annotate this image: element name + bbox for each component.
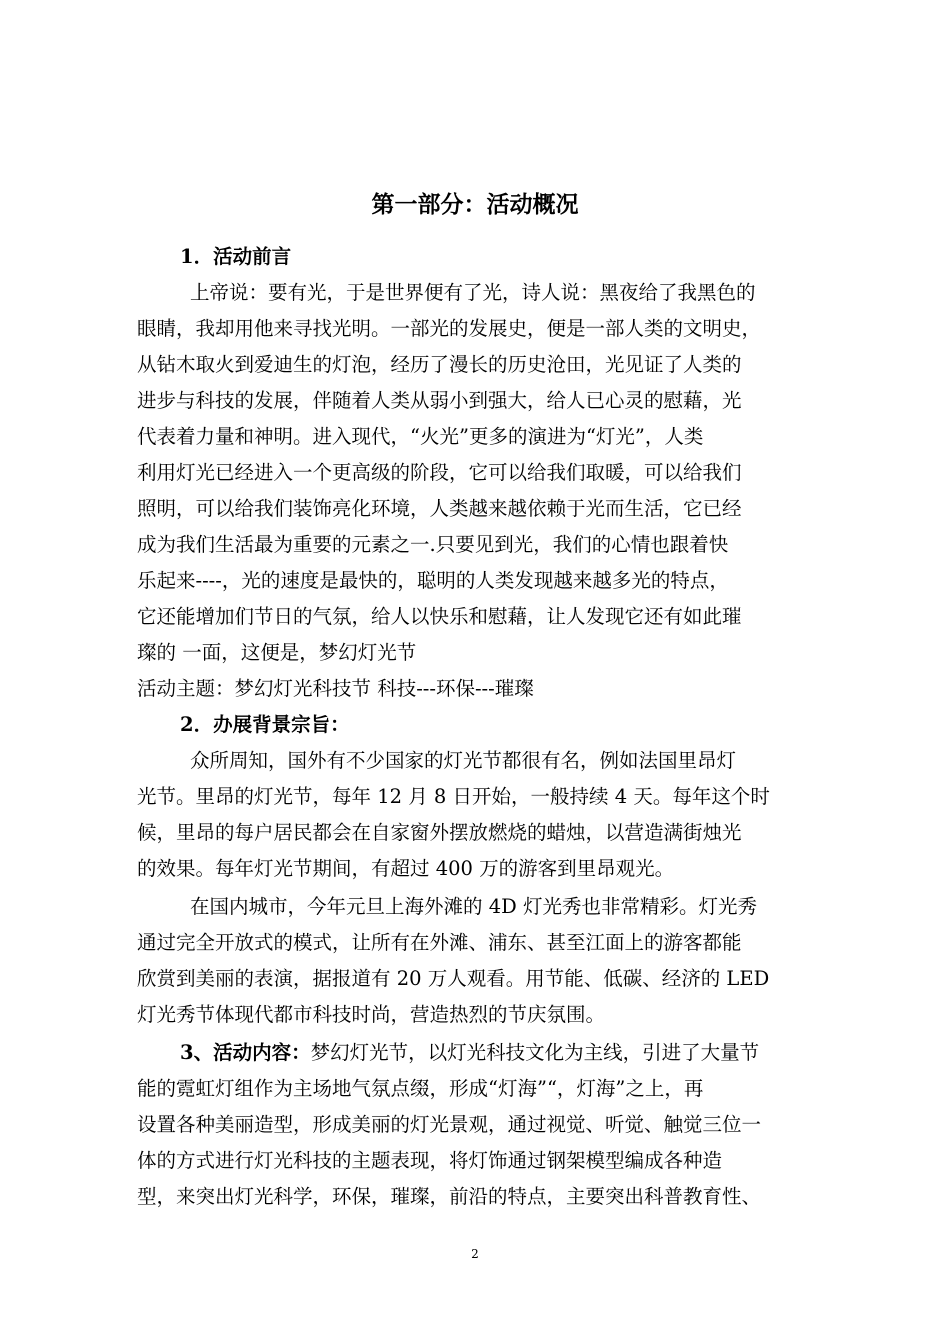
paragraph-line: 型，来突出灯光科学，环保，璀璨，前沿的特点，主要突出科普教育性、 (137, 1185, 762, 1208)
paragraph-line: 灯光秀节体现代都市科技时尚，营造热烈的节庆氛围。 (137, 1003, 606, 1026)
paragraph-line: 体的方式进行灯光科技的主题表现，将灯饰通过钢架模型编成各种造 (137, 1149, 723, 1172)
paragraph-line: 璨的 一面，这便是，梦幻灯光节 (137, 641, 417, 664)
paragraph-line: 进步与科技的发展，伴随着人类从弱小到强大，给人已心灵的慰藉，光 (137, 389, 742, 412)
paragraph-line: 光节。里昂的灯光节，每年 12 月 8 日开始，一般持续 4 天。每年这个时 (137, 785, 770, 808)
paragraph-line: 它还能增加们节日的气氛，给人以快乐和慰藉，让人发现它还有如此璀 (137, 605, 742, 628)
paragraph-line: 在国内城市，今年元旦上海外滩的 4D 灯光秀也非常精彩。灯光秀 (190, 895, 757, 918)
section2-heading: 2．办展背景宗旨： (180, 713, 350, 736)
paragraph-line: 通过完全开放式的模式，让所有在外滩、浦东、甚至江面上的游客都能 (137, 931, 742, 954)
paragraph-line: 欣赏到美丽的表演，据报道有 20 万人观看。用节能、低碳、经济的 LED (137, 967, 770, 990)
section3-first-line (180, 1038, 860, 1068)
paragraph-line: 眼睛，我却用他来寻找光明。一部光的发展史，便是一部人类的文明史， (137, 317, 762, 340)
paragraph-line: 照明，可以给我们装饰亮化环境，人类越来越依赖于光而生活，它已经 (137, 497, 742, 520)
section3-first-line-text: 梦幻灯光节，以灯光科技文化为主线，引进了大量节 (310, 1041, 760, 1064)
paragraph-line: 利用灯光已经进入一个更高级的阶段，它可以给我们取暖，可以给我们 (137, 461, 742, 484)
paragraph-line: 候，里昂的每户居民都会在自家窗外摆放燃烧的蜡烛，以营造满街烛光 (137, 821, 742, 844)
section1-heading: 1．活动前言 (180, 245, 292, 268)
paragraph-line: 众所周知，国外有不少国家的灯光节都很有名，例如法国里昂灯 (190, 749, 737, 772)
page-title: 第一部分：活动概况 (371, 191, 579, 218)
paragraph-line: 乐起来----，光的速度是最快的，聪明的人类发现越来越多光的特点， (137, 569, 729, 592)
paragraph-line: 能的霓虹灯组作为主场地气氛点缀，形成“灯海”“，灯海”之上，再 (137, 1077, 704, 1100)
theme-line: 活动主题：梦幻灯光科技节 科技---环保---璀璨 (137, 677, 534, 700)
paragraph-line: 代表着力量和神明。进入现代，“火光”更多的演进为“灯光”，人类 (137, 425, 704, 448)
paragraph-line: 设置各种美丽造型，形成美丽的灯光景观，通过视觉、听觉、触觉三位一 (137, 1113, 762, 1136)
paragraph-line: 从钻木取火到爱迪生的灯泡，经历了漫长的历史沧田，光见证了人类的 (137, 353, 742, 376)
paragraph-line: 的效果。每年灯光节期间，有超过 400 万的游客到里昂观光。 (137, 857, 675, 880)
page-number: 2 (471, 1247, 479, 1261)
paragraph-line: 成为我们生活最为重要的元素之一.只要见到光，我们的心情也跟着快 (137, 533, 729, 556)
paragraph-line: 上帝说：要有光，于是世界便有了光，诗人说：黑夜给了我黑色的 (190, 281, 756, 304)
section3-heading: 3、活动内容： (180, 1041, 311, 1064)
